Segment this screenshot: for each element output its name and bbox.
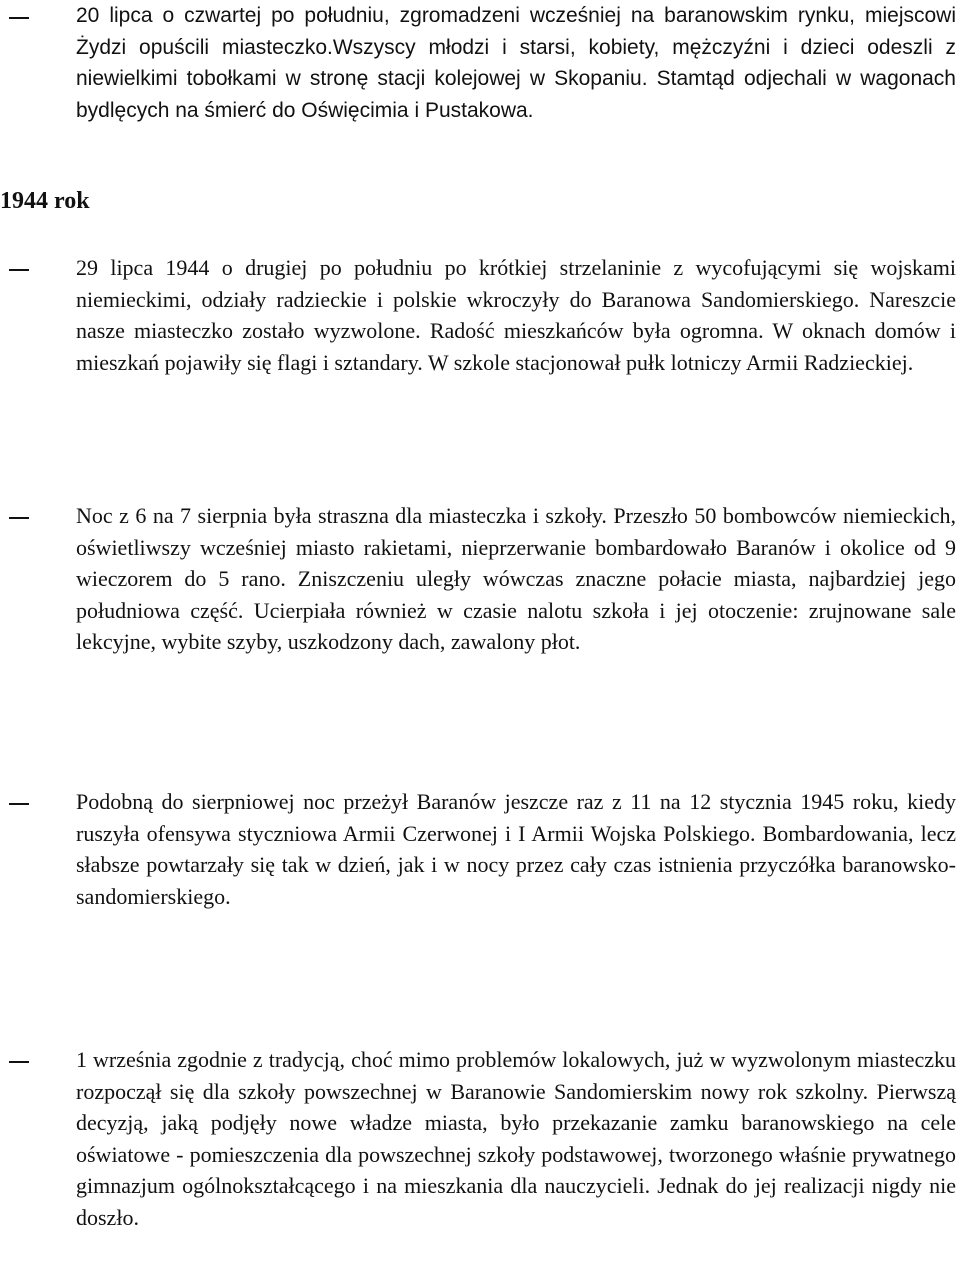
dash-bullet-icon <box>9 1061 29 1063</box>
section-heading: 1944 rok <box>0 188 90 214</box>
entry-text: Noc z 6 na 7 sierpnia była straszna dla miasteczka i szkoły. Przeszło 50 bombowców niemieckich, oświetliwszy wcześniej miasto rakietami, nieprzerwanie bombardowało Baranów i okolice od 9 wieczorem do 5 rano. Zniszczeniu uległy wówczas znaczne połacie miasta, najbardziej jego południowa część. Ucierpiała również w czasie nalotu szkoła i jej otoczenie: zrujnowane sale lekcyjne, wybite szyby, uszkodzony dach, zawalony płot. <box>76 503 956 654</box>
dash-bullet-icon <box>9 517 29 519</box>
dash-bullet-icon <box>9 17 29 19</box>
entry-text: Podobną do sierpniowej noc przeżył Baranów jeszcze raz z 11 na 12 stycznia 1945 roku, kiedy ruszyła ofensywa styczniowa Armii Czerwonej i I Armii Wojska Polskiego. Bombardowania, lecz słabsze powtarzały się tak w dzień, jak i w nocy przez cały czas istnienia przyczółka baranowsko-sandomierskiego. <box>76 789 956 909</box>
dash-bullet-icon <box>9 803 29 805</box>
dash-bullet-icon <box>9 269 29 271</box>
entry-text: 20 lipca o czwartej po południu, zgromadzeni wcześniej na baranowskim rynku, miejscowi Żydzi opuścili miasteczko.Wszyscy młodzi i starsi, kobiety, mężczyźni i dzieci odeszli z niewielkimi tobołkami w stronę stacji kolejowej w Skopaniu. Stamtąd odjechali w wagonach bydlęcych na śmierć do Oświęcimia i Pustakowa. <box>76 4 956 122</box>
entry-text: 29 lipca 1944 o drugiej po południu po krótkiej strzelaninie z wycofującymi się wojskami niemieckimi, odziały radzieckie i polskie wkroczyły do Baranowa Sandomierskiego. Nareszcie nasze miasteczko zostało wyzwolone. Radość mieszkańców była ogromna. W oknach domów i mieszkań pojawiły się flagi i sztandary. W szkole stacjonował pułk lotniczy Armii Radzieckiej. <box>76 255 956 375</box>
entry-text: 1 września zgodnie z tradycją, choć mimo problemów lokalowych, już w wyzwolonym miasteczku rozpoczął się dla szkoły powszechnej w Baranowie Sandomierskim nowy rok szkolny. Pierwszą decyzją, jaką podjęły nowe władze miasta, było przekazanie zamku baranowskiego na cele oświatowe - pomieszczenia dla powszechnej szkoły podstawowej, tworzonego właśnie prywatnego gimnazjum ogólnokształcącego i na mieszkania dla nauczycieli. Jednak do jej realizacji nigdy nie doszło. <box>76 1047 956 1230</box>
